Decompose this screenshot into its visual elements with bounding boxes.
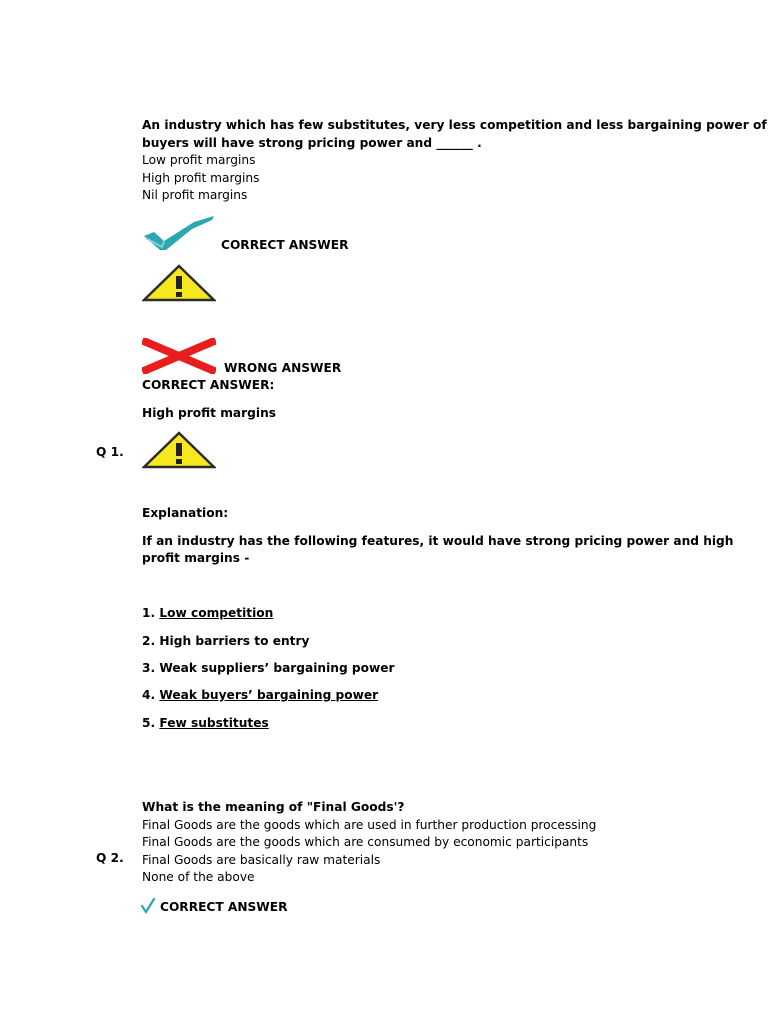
- warning-icon: [142, 431, 216, 469]
- feature-text: Few substitutes: [159, 716, 269, 730]
- q2-correct-answer-label: CORRECT ANSWER: [160, 900, 288, 914]
- explanation-line2: profit margins -: [142, 551, 250, 565]
- q1-wrong-answer-label: WRONG ANSWER: [224, 361, 342, 375]
- check-icon: [142, 214, 216, 252]
- q2-option-4[interactable]: None of the above: [142, 870, 255, 884]
- feature-item: [142, 715, 269, 732]
- q2-option-3[interactable]: Final Goods are basically raw materials: [142, 853, 381, 867]
- q1-number: Q 1.: [96, 445, 124, 459]
- q2-question: What is the meaning of "Final Goods'?: [142, 800, 405, 814]
- q1-option-3[interactable]: Nil profit margins: [142, 188, 248, 202]
- feature-number: 4.: [142, 688, 160, 702]
- warning-icon: [142, 264, 216, 302]
- feature-number: 5.: [142, 716, 160, 730]
- q1-correct-answer-heading: CORRECT ANSWER:: [142, 378, 275, 392]
- q1-correct-answer-label: CORRECT ANSWER: [221, 238, 349, 252]
- cross-icon: [142, 338, 216, 374]
- feature-text: Weak buyers’ bargaining power: [159, 688, 379, 702]
- feature-text: Weak suppliers’ bargaining power: [159, 661, 395, 675]
- small-check-icon: [140, 897, 156, 915]
- feature-number: 3.: [142, 661, 160, 675]
- q1-question-line2: buyers will have strong pricing power and ______ .: [142, 136, 482, 150]
- feature-item: [142, 605, 273, 622]
- q1-option-2[interactable]: High profit margins: [142, 171, 260, 185]
- q2-option-2[interactable]: Final Goods are the goods which are consumed by economic participants: [142, 835, 589, 849]
- q2-option-1[interactable]: Final Goods are the goods which are used in further production processing: [142, 818, 597, 832]
- explanation-line1: If an industry has the following features, it would have strong pricing power and high: [142, 534, 734, 548]
- feature-text: High barriers to entry: [159, 634, 310, 648]
- feature-item: [142, 633, 309, 650]
- explanation-heading: Explanation:: [142, 506, 229, 520]
- feature-item: [142, 660, 395, 677]
- q1-option-1[interactable]: Low profit margins: [142, 153, 256, 167]
- feature-number: 1.: [142, 606, 160, 620]
- feature-number: 2.: [142, 634, 160, 648]
- feature-text: Low competition: [159, 606, 274, 620]
- q1-correct-answer-value: High profit margins: [142, 406, 276, 420]
- q2-number: Q 2.: [96, 851, 124, 865]
- q1-question-line1: An industry which has few substitutes, very less competition and less bargaining power of: [142, 118, 767, 132]
- feature-item: [142, 687, 378, 704]
